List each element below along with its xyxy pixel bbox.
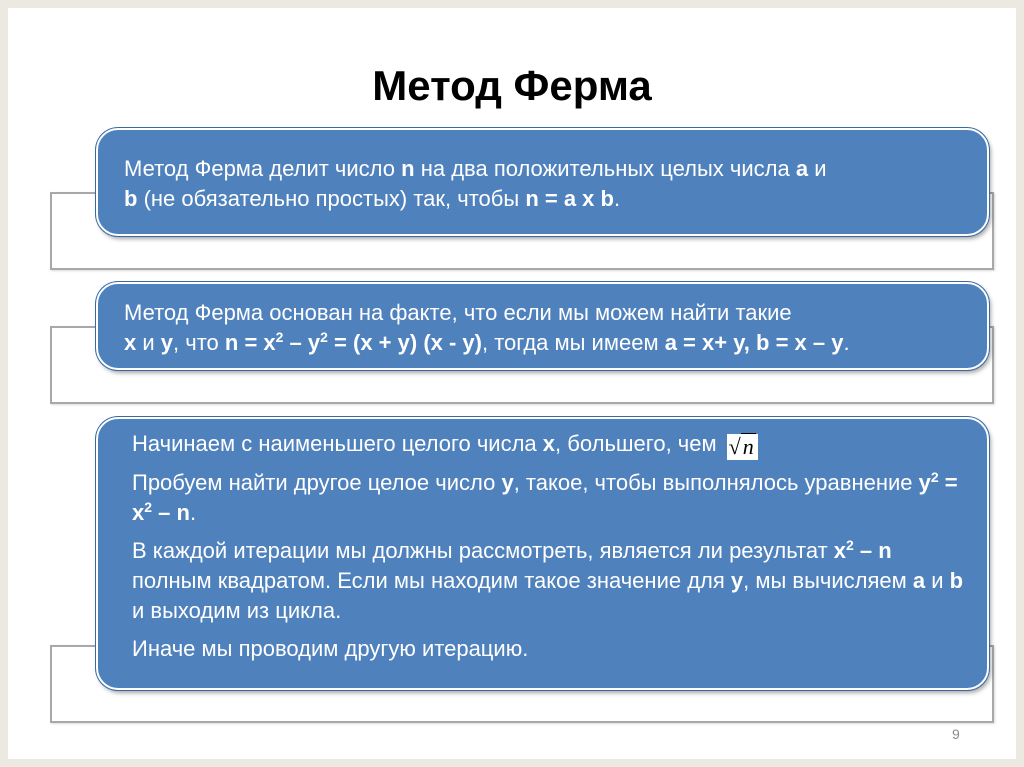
paragraph-4: Иначе мы проводим другую итерацию. [132,636,529,661]
eq-part: y [918,470,931,495]
text-span: . [189,500,197,525]
text-span: , такое, чтобы выполнялось уравнение [513,470,919,495]
eq-part: – n [853,538,892,563]
page-number: 9 [952,726,960,742]
slide-title: Метод Ферма [372,62,652,109]
text-span: . [613,186,621,211]
equation [834,538,892,563]
eq-part: n = x [224,330,276,355]
var-x: x [124,330,137,355]
text-span: полным квадратом. Если мы находим такое значение для [132,568,731,593]
equation [225,330,482,355]
text-span: и [808,156,827,181]
var-a: a [795,156,809,181]
sqrt-symbol: √ [728,434,741,459]
text-span: и выходим из цикла. [132,598,342,623]
eq-part: – y [283,330,321,355]
text-span: Метод Ферма делит число [124,156,402,181]
equation: a = x+ y, b = x – y [664,330,844,355]
var-b: b [124,186,138,211]
var-y: y [730,568,744,593]
var-n: n [401,156,415,181]
text-span: Пробуем найти другое целое число [132,470,502,495]
eq-part: – n [152,500,190,525]
paragraph-2 [132,468,967,528]
box-2-text [124,298,967,358]
text-span: , мы вычисляем [743,568,913,593]
text-span: и [925,568,950,593]
var-x: x [542,431,556,456]
text-span: (не обязательно простых) так, чтобы [137,186,526,211]
content-box-3 [96,417,989,690]
paragraph-1 [132,429,967,460]
eq-part: = (x + y) (x - y) [327,330,482,355]
paragraph-3 [132,536,967,626]
superscript: 2 [320,329,328,345]
eq-part: x [833,538,847,563]
var-a: a [912,568,926,593]
superscript: 2 [846,537,854,553]
content-box-1 [96,128,989,236]
content-box-2 [96,282,989,370]
superscript: 2 [144,499,153,515]
var-y: y [501,470,514,495]
text-span: на два положительных целых числа [414,156,796,181]
superscript: 2 [275,329,284,345]
text-span: Начинаем с наименьшего целого числа [132,431,543,456]
equation: n = a x b [525,186,614,211]
sqrt-radicand: n [742,434,754,459]
var-y: y [160,330,174,355]
text-span: , большего, чем [555,431,717,456]
text-span: . [843,330,850,355]
text-span: Метод Ферма основан на факте, что если мы можем найти такие [124,300,792,325]
superscript: 2 [930,469,939,485]
text-span: В каждой итерации мы должны рассмотреть, является ли результат [132,538,834,563]
var-b: b [949,568,964,593]
text-span: , что [173,330,225,355]
text-span: , тогда мы имеем [482,330,665,355]
box-1-text [124,154,967,214]
sqrt-n-formula [727,434,758,460]
text-span: и [136,330,161,355]
eq-part: = x [132,470,958,525]
